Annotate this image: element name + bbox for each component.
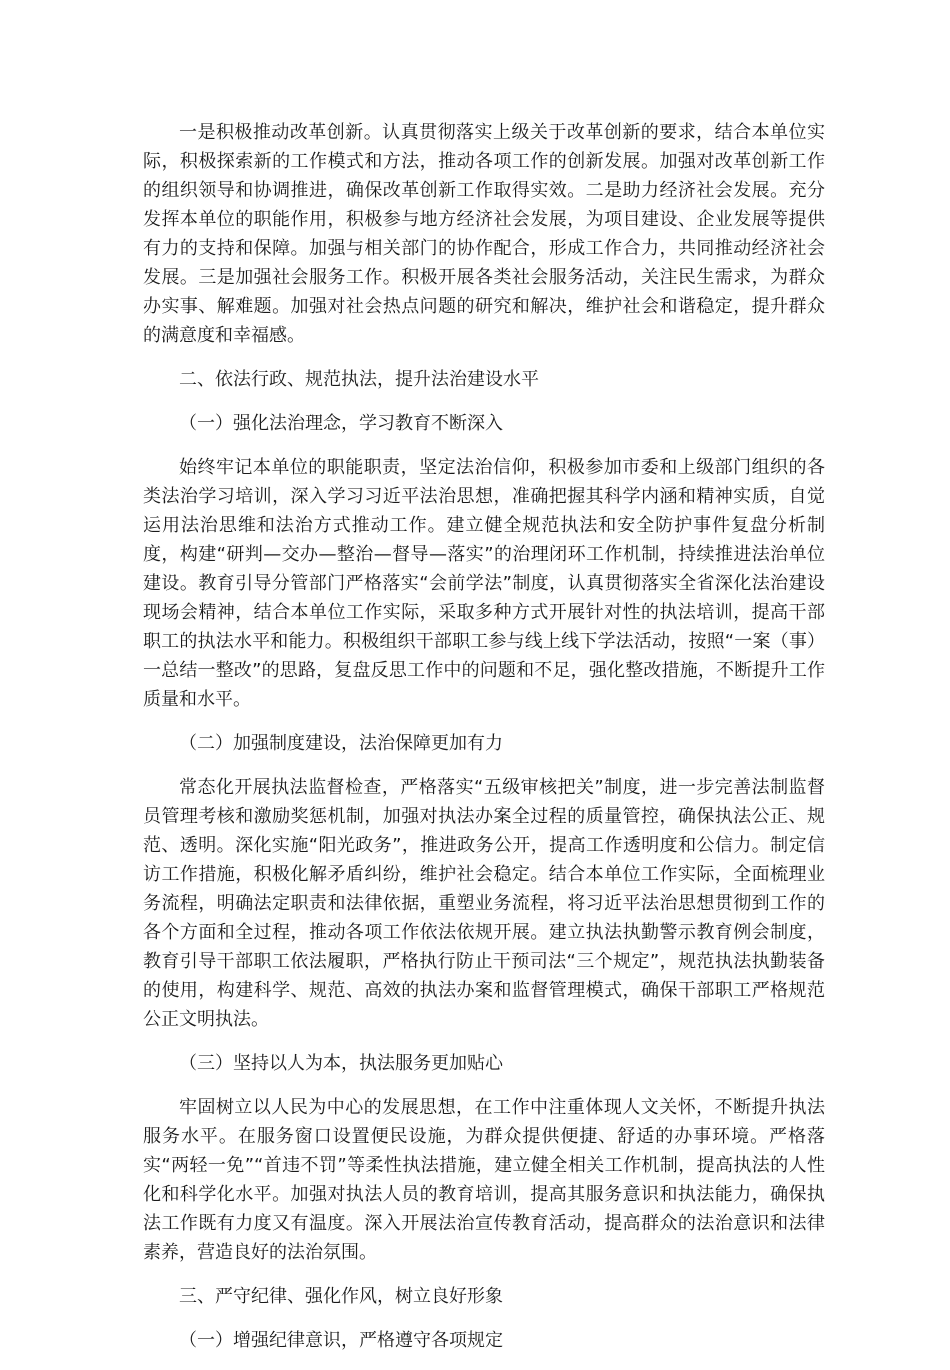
paragraph-law-enforcement-supervision: 常态化开展执法监督检查，严格落实“五级审核把关”制度，进一步完善法制监督员管理考核和激励奖惩机制，加强对执法办案全过程的质量管控，确保执法公正、规范、透明。深化实施“阳光政务”，推进政务公开，提高工作透明度和公信力。制定信访工作措施，积极化解矛盾纠纷，维护社会稳定。结合本单位工作实际，全面梳理业务流程，明确法定职责和法律依据，重塑业务流程，将习近平法治思想贯彻到工作的各个方面和全过程，推动各项工作依法依规开展。建立执法执勤警示教育例会制度，教育引导干部职工依法履职，严格执行防止干预司法“三个规定”，规范执法执勤装备的使用，构建科学、规范、高效的执法办案和监督管理模式，确保干部职工严格规范公正文明执法。: [143, 777, 825, 1030]
paragraph-enforcement-service: 牢固树立以人民为中心的发展思想，在工作中注重体现人文关怀，不断提升执法服务水平。在服务窗口设置便民设施，为群众提供便捷、舒适的办事环境。严格落实“两轻一免”“首违不罚”等柔性执法措施，建立健全相关工作机制，提高执法的人性化和科学化水平。加强对执法人员的教育培训，提高其服务意识和执法能力，确保执法工作既有力度又有温度。深入开展法治宣传教育活动，提高群众的法治意识和法律素养，营造良好的法治氛围。: [143, 1097, 825, 1263]
paragraph-reform-innovation: 一是积极推动改革创新。认真贯彻落实上级关于改革创新的要求，结合本单位实际，积极探索新的工作模式和方法，推动各项工作的创新发展。加强对改革创新工作的组织领导和协调推进，确保改革创新工作取得实效。二是助力经济社会发展。充分发挥本单位的职能作用，积极参与地方经济社会发展，为项目建设、企业发展等提供有力的支持和保障。加强与相关部门的协作配合，形成工作合力，共同推动经济社会发展。三是加强社会服务工作。积极开展各类社会服务活动，关注民生需求，为群众办实事、解难题。加强对社会热点问题的研究和解决，维护社会和谐稳定，提升群众的满意度和幸福感。: [143, 122, 825, 346]
section-heading-discipline: 三、严守纪律、强化作风，树立良好形象: [179, 1286, 503, 1307]
subsection-heading-discipline-awareness: （一）增强纪律意识，严格遵守各项规定: [179, 1330, 503, 1351]
document-page: [143, 118, 825, 1370]
subsection-heading-people-oriented: （三）坚持以人为本，执法服务更加贴心: [179, 1053, 503, 1074]
subsection-heading-system-building: （二）加强制度建设，法治保障更加有力: [179, 733, 503, 754]
subsection-heading-rule-of-law-concept: （一）强化法治理念，学习教育不断深入: [179, 413, 503, 434]
paragraph-rule-of-law-study: 始终牢记本单位的职能职责，坚定法治信仰，积极参加市委和上级部门组织的各类法治学习培训，深入学习习近平法治思想，准确把握其科学内涵和精神实质，自觉运用法治思维和法治方式推动工作。建立健全规范执法和安全防护事件复盘分析制度，构建“研判—交办—整治—督导—落实”的治理闭环工作机制，持续推进法治单位建设。教育引导分管部门严格落实“会前学法”制度，认真贯彻落实全省深化法治建设现场会精神，结合本单位工作实际，采取多种方式开展针对性的执法培训，提高干部职工的执法水平和能力。积极组织干部职工参与线上线下学法活动，按照“一案（事）一总结一整改”的思路，复盘反思工作中的问题和不足，强化整改措施，不断提升工作质量和水平。: [143, 457, 825, 710]
section-heading-rule-of-law: 二、依法行政、规范执法，提升法治建设水平: [179, 369, 539, 390]
